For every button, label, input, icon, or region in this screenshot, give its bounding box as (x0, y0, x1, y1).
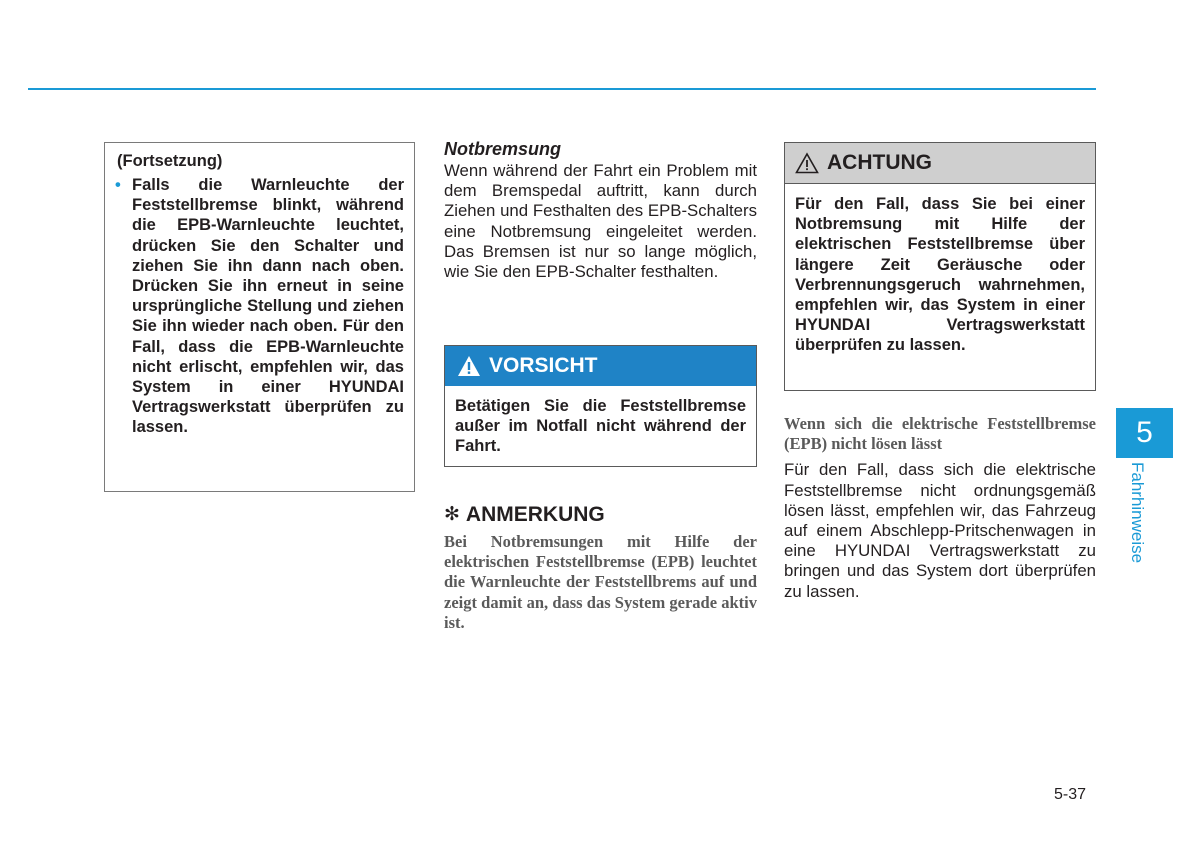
achtung-header (785, 143, 1095, 184)
continuation-title: (Fortsetzung) (117, 152, 223, 170)
bullet-text: Falls die Warnleuchte der Feststellbremse blinkt, während die EPB-Warnleuchte leuchtet, drücken Sie den Schalter und ziehen Sie ihn dann nach oben. Drücken Sie ihn erneut in seine ursprüngliche Stellung und ziehen Sie ihn wieder nach oben. Für den Fall, dass die EPB-Warnleuchte nicht erlischt, empfehlen wir, das System in einer HYUNDAI Vertragswerkstatt überprüfen zu lassen. (132, 176, 404, 437)
bullet-dot-icon: • (115, 176, 121, 194)
notbremsung-text: Wenn während der Fahrt ein Problem mit dem Bremspedal auftritt, kann durch Ziehen und Festhalten des EPB-Schalters eine Notbremsung eingeleitet werden. Das Bremsen ist nur so lange möglich, wie Sie den EPB-Schalter festhalten. (444, 161, 757, 282)
vorsicht-box (444, 345, 757, 467)
anmerkung-text: Bei Notbremsungen mit Hilfe der elektrischen Feststellbremse (EPB) leuchtet die Warnleuchte der Feststellbrems auf und zeigt damit an, dass das System gerade aktiv ist. (444, 532, 757, 632)
warning-triangle-outline-icon (795, 152, 819, 174)
anmerkung-header (444, 502, 757, 528)
notbremsung-section (444, 137, 757, 282)
vorsicht-text: Betätigen Sie die Feststellbremse außer im Notfall nicht während der Fahrt. (455, 397, 746, 456)
top-rule (28, 88, 1096, 90)
vorsicht-label: VORSICHT (489, 354, 598, 377)
page-number: 5-37 (1054, 786, 1087, 803)
epb-not-release-section (784, 414, 1096, 602)
bullet-item (115, 175, 404, 438)
continuation-box (104, 142, 415, 492)
asterisk-star-icon: ✻ (444, 504, 460, 525)
achtung-box (784, 142, 1096, 391)
notbremsung-heading: Notbremsung (444, 139, 561, 159)
chapter-label: Fahrhinweise (1128, 462, 1147, 564)
warning-triangle-icon (457, 355, 481, 377)
vorsicht-header (445, 346, 756, 386)
chapter-tab: 5 (1116, 408, 1173, 458)
achtung-label: ACHTUNG (827, 151, 932, 174)
achtung-text: Für den Fall, dass Sie bei einer Notbremsung mit Hilfe der elektrischen Feststellbremse über längere Zeit Geräusche oder Verbrennungsgeruch wahrnehmen, empfehlen wir, das System in einer HYUNDAI Vertragswerkstatt überprüfen zu lassen. (795, 195, 1085, 355)
anmerkung-section (444, 502, 757, 633)
epb-not-release-heading: Wenn sich die elektrische Feststellbremse (EPB) nicht lösen lässt (784, 414, 1096, 454)
anmerkung-label: ANMERKUNG (465, 503, 605, 526)
epb-not-release-text: Für den Fall, dass sich die elektrische Feststellbremse nicht ordnungsgemäß lösen lässt, empfehlen wir, das Fahrzeug auf einem Abschlepp-Pritschenwagen in eine HYUNDAI Vertragswerkstatt zu bringen und das System dort überprüfen zu lassen. (784, 460, 1096, 601)
